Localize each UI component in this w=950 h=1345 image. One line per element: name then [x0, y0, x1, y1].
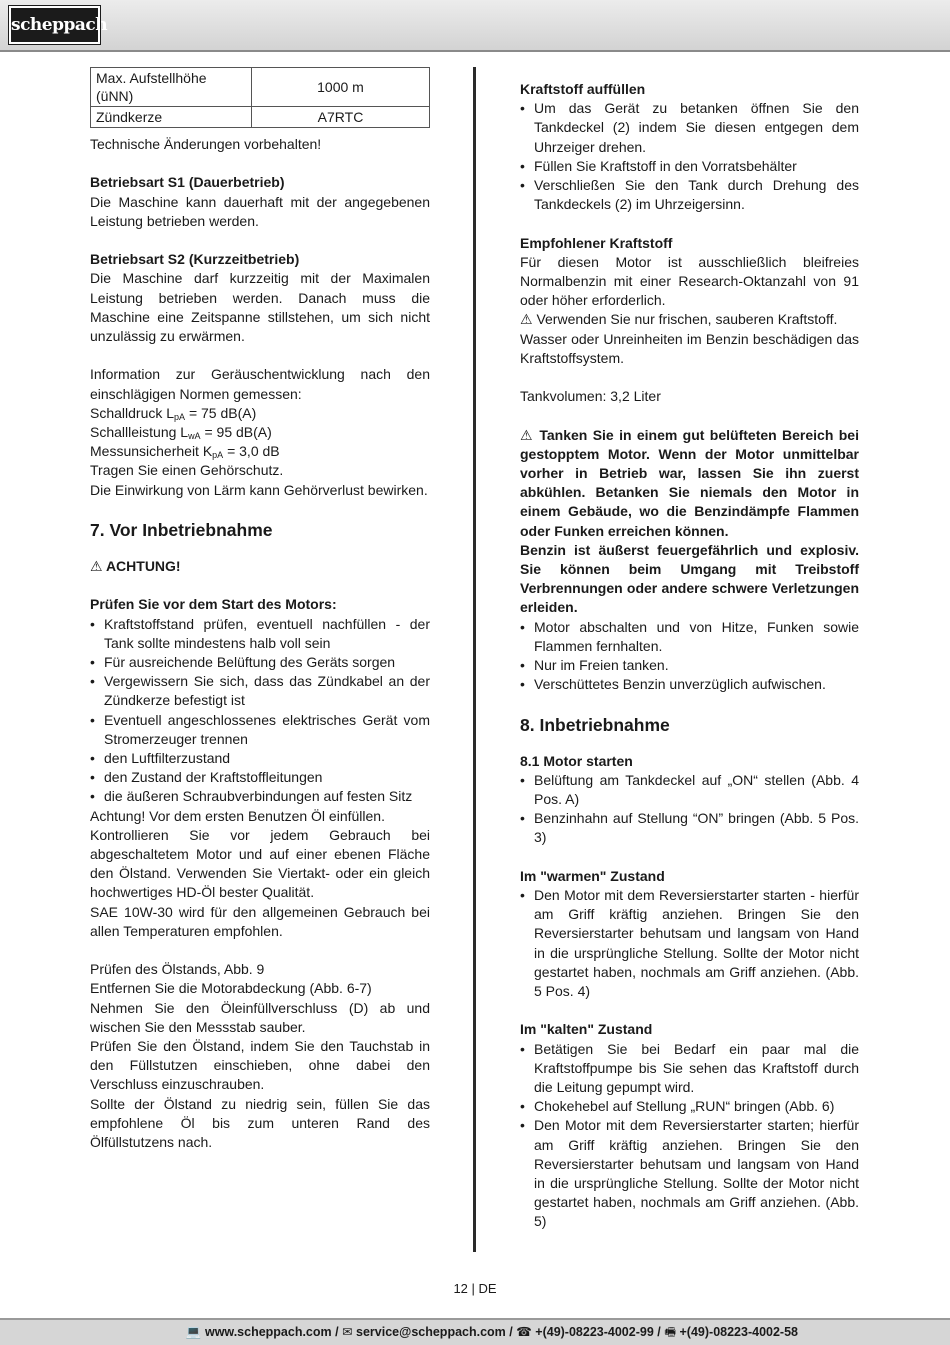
check-title: Prüfen Sie vor dem Start des Motors:: [90, 596, 337, 613]
page-header: [0, 0, 950, 52]
left-column: [90, 67, 430, 1152]
list-item: • Motor abschalten und von Hitze, Funken sowie Flammen fernhalten.: [520, 618, 859, 656]
warning-icon: ⚠: [90, 558, 103, 574]
section-8-title: 8. Inbetriebnahme: [520, 714, 670, 735]
list-item: • Den Motor mit dem Reversierstarter starten; hierfür am Griff kräftig anziehen. Bringen Sie den Reversierstarter behutsam und langsam von Hand in die ursprüngliche Stellung. Sollte der Motor nicht gestartet haben, nochmals am Griff anziehen. (Abb. 5): [520, 1116, 859, 1231]
list-item: • den Luftfilterzustand: [90, 749, 430, 768]
list-item: • die äußeren Schraubverbindungen auf festen Sitz: [90, 787, 430, 806]
oil-text: Achtung! Vor dem ersten Benutzen Öl einfüllen.: [90, 807, 385, 824]
fuel-list: [520, 99, 859, 214]
cold-list: [520, 1040, 859, 1232]
fax-icon: 🖷: [664, 1325, 677, 1339]
oil-text: Kontrollieren Sie vor jedem Gebrauch bei abgeschaltetem Motor und auf einer ebenen Fläche den Ölstand. Verwenden Sie Viertakt- oder ein gleich hochwertiges HD-Öl bester Qualität.: [90, 826, 430, 901]
noise-power: Schallleistung $L_{wA} = 95$ dB(A): [90, 424, 272, 441]
list-item: • Verschließen Sie den Tank durch Drehung des Tankdeckels (2) im Uhrzeigersinn.: [520, 176, 859, 214]
list-item: • Betätigen Sie bei Bedarf ein paar mal die Kraftstoffpumpe bis Sie sehen das Kraftstoff durch die Leitung gepumpt wird.: [520, 1040, 859, 1098]
footer-fax: +(49)-08223-4002-58: [679, 1325, 798, 1339]
computer-icon: 💻: [185, 1325, 202, 1339]
noise-pressure: Schalldruck $L_{pA} = 75$ dB(A): [90, 404, 257, 422]
list-item: • Vergewissern Sie sich, dass das Zündkabel an der Zündkerze befestigt ist: [90, 672, 430, 710]
warning-icon: ⚠: [520, 311, 533, 328]
s1-text: Die Maschine kann dauerhaft mit der angegebenen Leistung betrieben werden.: [90, 193, 430, 229]
warm-list: [520, 886, 859, 1001]
table-row: [91, 68, 430, 107]
list-item: • Für ausreichende Belüftung des Geräts sorgen: [90, 653, 430, 672]
list-item: • Um das Gerät zu betanken öffnen Sie den Tankdeckel (2) indem Sie diesen entgegen dem Uhrzeiger drehen.: [520, 99, 859, 157]
bold-warning: Benzin ist äußerst feuergefährlich und explosiv. Sie können beim Umgang mit Treibstoff Verbrennungen oder andere schwere Verletzungen erleiden.: [520, 541, 859, 616]
oil-text: SAE 10W-30 wird für den allgemeinen Gebrauch bei allen Temperaturen empfohlen.: [90, 903, 430, 939]
list-item: • Verschüttetes Benzin unverzüglich aufwischen.: [520, 675, 859, 694]
table-cell-label: Zündkerze: [91, 107, 252, 128]
list-item: • Chokehebel auf Stellung „RUN“ bringen (Abb. 6): [520, 1097, 859, 1116]
warm-title: Im "warmen" Zustand: [520, 867, 665, 884]
hearing-loss: Die Einwirkung von Lärm kann Gehörverlust bewirken.: [90, 481, 428, 498]
oil-check-text: Prüfen des Ölstands, Abb. 9: [90, 961, 265, 978]
fuel-title: Kraftstoff auffüllen: [520, 81, 646, 97]
page-footer: 💻 www.scheppach.com / ✉ service@scheppach.com / ☎ +(49)-08223-4002-99 / 🖷 +(49)-08223-4002-58: [0, 1318, 950, 1345]
recommended-fuel-text: Für diesen Motor ist ausschließlich bleifreies Normalbenzin mit einer Research-Oktanzahl von 91 oder höher erforderlich.: [520, 253, 859, 309]
footer-web[interactable]: www.scheppach.com: [204, 1325, 332, 1339]
table-cell-value: A7RTC: [252, 107, 430, 128]
oil-check-text: Entfernen Sie die Motorabdeckung (Abb. 6-7): [90, 980, 372, 997]
oil-check-text: Nehmen Sie den Öleinfüllverschluss (D) ab und wischen Sie den Messstab sauber.: [90, 999, 430, 1035]
table-cell-label: Max. Aufstellhöhe (üNN): [91, 68, 252, 107]
list-item: • Belüftung am Tankdeckel auf „ON“ stellen (Abb. 4 Pos. A): [520, 771, 859, 809]
attention-notice: ⚠ ACHTUNG!: [90, 558, 181, 574]
tank-volume: Tankvolumen: 3,2 Liter: [520, 388, 661, 405]
table-row: [91, 107, 430, 128]
list-item: • Kraftstoffstand prüfen, eventuell nachfüllen - der Tank sollte mindestens halb voll sein: [90, 615, 430, 653]
footer-email[interactable]: service@scheppach.com: [356, 1325, 506, 1339]
oil-check-text: Prüfen Sie den Ölstand, indem Sie den Tauchstab in den Füllstutzen einschieben, ohne dabei den Verschluss einzuschrauben.: [90, 1038, 430, 1093]
section-7-title: 7. Vor Inbetriebnahme: [90, 520, 273, 540]
check-list: [90, 615, 430, 807]
noise-intro: Information zur Geräuschentwicklung nach den einschlägigen Normen gemessen:: [90, 366, 430, 402]
cold-title: Im "kalten" Zustand: [520, 1021, 653, 1038]
ear-protection: Tragen Sie einen Gehörschutz.: [90, 462, 284, 479]
list-item: • Nur im Freien tanken.: [520, 656, 859, 675]
recommended-fuel-water: Wasser oder Unreinheiten im Benzin beschädigen das Kraftstoffsystem.: [520, 330, 859, 366]
scheppach-logo: scheppach: [9, 6, 100, 44]
bold-warning: ⚠ Tanken Sie in einem gut belüfteten Bereich bei gestopptem Motor. Wenn der Motor unmittelbar vorher in Betrieb war, lassen Sie ihn zuerst abkühlen. Betanken Sie niemals den Motor in einem Gebäude, wo die Benzindämpfe Flammen oder Funken erreichen können.: [520, 426, 859, 539]
oil-check-text: Sollte der Ölstand zu niedrig sein, füllen Sie das empfohlene Öl bis zum unteren Rand des Ölfüllstutzens nach.: [90, 1095, 430, 1151]
list-item: • den Zustand der Kraftstoffleitungen: [90, 768, 430, 787]
spec-table: [90, 67, 430, 128]
list-item: • Benzinhahn auf Stellung “ON” bringen (Abb. 5 Pos. 3): [520, 809, 859, 847]
list-item: • Eventuell angeschlossenes elektrisches Gerät vom Stromerzeuger trennen: [90, 711, 430, 749]
footer-phone: +(49)-08223-4002-99: [535, 1325, 654, 1339]
table-cell-value: 1000 m: [252, 68, 430, 107]
mail-icon: ✉: [342, 1325, 353, 1339]
recommended-fuel-title: Empfohlener Kraftstoff: [520, 234, 673, 251]
s2-title: Betriebsart S2 (Kurzzeitbetrieb): [90, 251, 300, 268]
s2-text: Die Maschine darf kurzzeitig mit der Maximalen Leistung betrieben werden. Danach muss die Maschine eine Zeitspanne stillstehen, um sich nicht unzulässig zu erwärmen.: [90, 270, 430, 344]
list-item: • Den Motor mit dem Reversierstarter starten - hierfür am Griff kräftig anziehen. Bringen Sie den Reversierstarter behutsam und langsam von Hand in die ursprüngliche Stellung. Sollte der Motor nicht gestartet haben, nochmals am Griff anziehen. (Abb. 5 Pos. 4): [520, 886, 859, 1001]
warning-icon: ⚠: [520, 426, 535, 443]
phone-icon: ☎: [516, 1325, 532, 1339]
s1-title: Betriebsart S1 (Dauerbetrieb): [90, 174, 285, 191]
safety-list: [520, 618, 859, 695]
column-divider: [473, 67, 476, 1252]
recommended-fuel-warning: ⚠ Verwenden Sie nur frischen, sauberen Kraftstoff.: [520, 311, 838, 328]
right-column: [520, 67, 859, 1232]
motor-start-title: 8.1 Motor starten: [520, 752, 633, 769]
list-item: • Füllen Sie Kraftstoff in den Vorratsbehälter: [520, 157, 859, 176]
page-number: 12 | DE: [453, 1281, 497, 1296]
noise-uncertainty: Messunsicherheit $K_{pA} = 3,0$ dB: [90, 443, 280, 461]
tech-note: Technische Änderungen vorbehalten!: [90, 136, 322, 152]
motor-start-list: [520, 771, 859, 848]
